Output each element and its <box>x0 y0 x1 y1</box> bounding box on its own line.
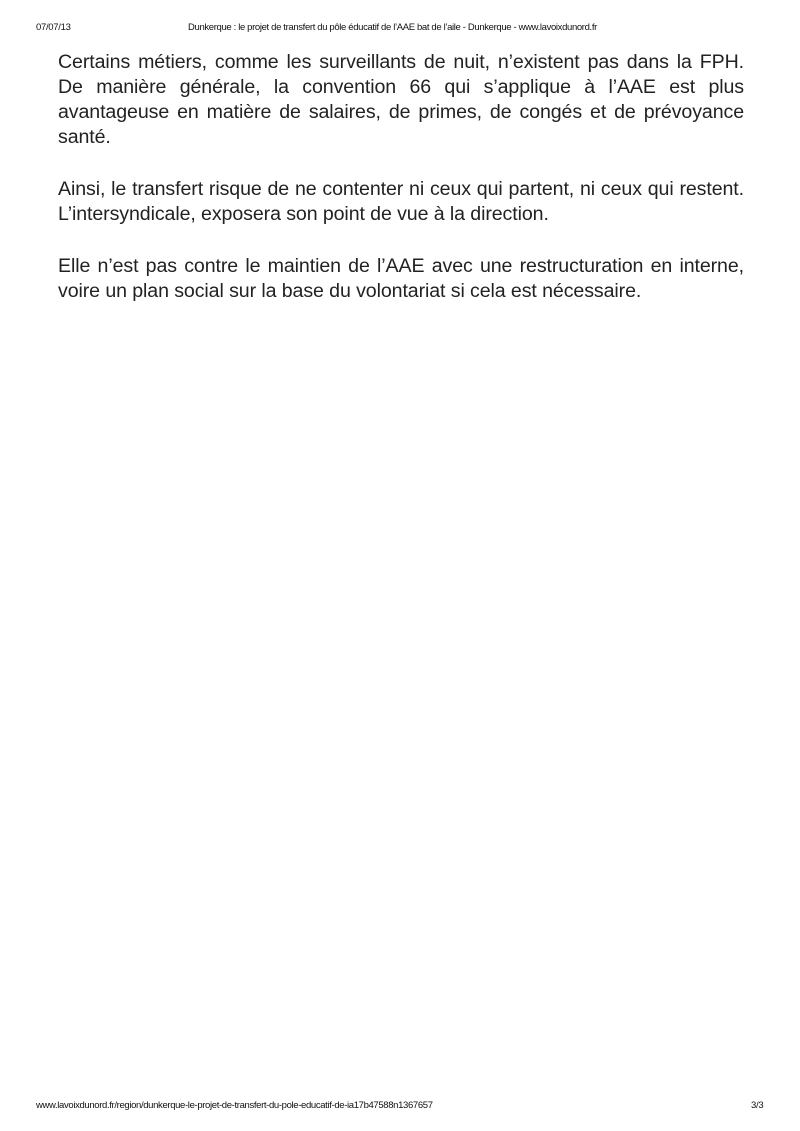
page-title: Dunkerque : le projet de transfert du pôle éducatif de l’AAE bat de l’aile - Dunkerque - www.lavoixdunord.fr <box>188 22 597 33</box>
article-paragraph: Elle n’est pas contre le maintien de l’AAE avec une restructuration en interne, voire un plan social sur la base du volontariat si cela est nécessaire. <box>58 255 744 302</box>
article-paragraph: Certains métiers, comme les surveillants de nuit, n’existent pas dans la FPH. De manière générale, la convention 66 qui s’applique à l’AAE est plus avantageuse en matière de salaires, de primes, de congés et de prévoyance santé. <box>58 51 744 148</box>
page-number: 3/3 <box>751 1100 764 1111</box>
print-header <box>0 22 800 36</box>
article-body <box>58 50 744 331</box>
print-footer <box>0 1100 800 1114</box>
page-url: www.lavoixdunord.fr/region/dunkerque-le-projet-de-transfert-du-pole-educatif-de-ia17b47588n1367657 <box>36 1100 433 1111</box>
article-paragraph: Ainsi, le transfert risque de ne contenter ni ceux qui partent, ni ceux qui restent. L’intersyndicale, exposera son point de vue à la direction. <box>58 178 744 225</box>
print-date: 07/07/13 <box>36 22 71 33</box>
